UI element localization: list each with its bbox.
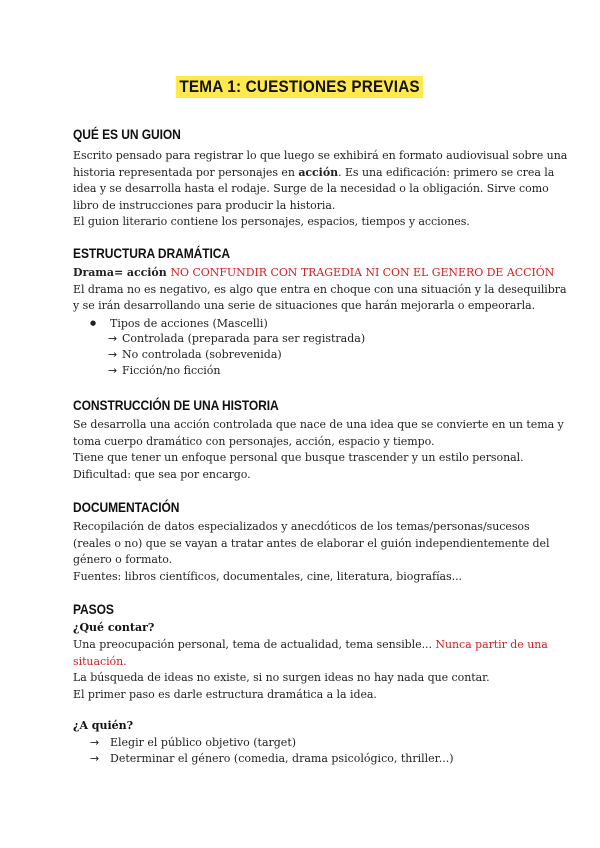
list-item-text: No controlada (sobrevenida) xyxy=(122,348,282,361)
paragraph-estructura-dramatica xyxy=(73,265,567,315)
text-line: libro de instrucciones para producir la historia. xyxy=(73,198,336,212)
warning-text: NO CONFUNDIR CON TRAGEDIA NI CON EL GENERO DE ACCIÓN xyxy=(170,266,555,279)
title-wrap xyxy=(0,76,600,98)
list-item-text: Ficción/no ficción xyxy=(122,364,221,377)
list-item xyxy=(108,331,365,348)
subheading-que-contar: ¿Qué contar? xyxy=(73,621,155,634)
arrow-icon: → xyxy=(108,364,118,377)
subheading-a-quien: ¿A quién? xyxy=(73,719,134,732)
heading-construccion-historia: CONSTRUCCIÓN DE UNA HISTORIA xyxy=(73,397,279,413)
text-line: Recopilación de datos especializados y anecdóticos de los temas/personas/sucesos xyxy=(73,520,530,533)
list-item-tipos-acciones xyxy=(90,315,268,333)
text-line: Fuentes: libros científicos, documentales, cine, literatura, biografías... xyxy=(73,569,462,583)
heading-que-es-un-guion: QUÉ ES UN GUION xyxy=(73,126,181,142)
text-line xyxy=(73,637,548,654)
text-span: . Es una edificación: primero se crea la xyxy=(338,165,555,179)
text-line: género o formato. xyxy=(73,553,173,566)
text-line: El guion literario contiene los personajes, espacios, tiempos y acciones. xyxy=(73,215,470,228)
text-line: Escrito pensado para registrar lo que luego se exhibirá en formato audiovisual sobre una xyxy=(73,149,568,162)
text-line: Se desarrolla una acción controlada que nace de una idea que se convierte en un tema y xyxy=(73,418,564,431)
page-title: TEMA 1: CUESTIONES PREVIAS xyxy=(176,76,424,98)
list-item xyxy=(90,735,296,752)
text-line: y se irán desarrollando una serie de situaciones que harán mejorarla o empeorarla. xyxy=(73,299,536,312)
text-span: historia representada por personajes en xyxy=(73,165,299,179)
arrow-icon: → xyxy=(90,736,100,749)
text-line: toma cuerpo dramático con personajes, acción, espacio y tiempo. xyxy=(73,434,435,448)
heading-estructura-dramatica: ESTRUCTURA DRAMÁTICA xyxy=(73,245,231,261)
list-item-text: Elegir el público objetivo (target) xyxy=(110,736,297,749)
list-item xyxy=(90,751,454,768)
paragraph-documentacion xyxy=(73,519,550,585)
list-item xyxy=(108,347,282,364)
paragraph-que-es-un-guion xyxy=(73,148,568,231)
warning-text: Nunca partir de una xyxy=(435,638,548,651)
heading-pasos: PASOS xyxy=(73,601,114,617)
list-item-text: Determinar el género (comedia, drama psicológico, thriller...) xyxy=(110,752,454,765)
bullet-icon: ● xyxy=(90,319,97,327)
text-line: idea y se desarrolla hasta el rodaje. Surge de la necesidad o la obligación. Sirve como xyxy=(73,182,549,195)
list-item-text: Tipos de acciones (Mascelli) xyxy=(110,317,268,330)
list-item-text: Controlada (preparada para ser registrada) xyxy=(122,332,366,345)
warning-line: situación. xyxy=(73,654,127,668)
text-line: El drama no es negativo, es algo que entra en choque con una situación y la desequilibra xyxy=(73,282,567,296)
text-line: Dificultad: que sea por encargo. xyxy=(73,467,251,481)
text-line: (reales o no) que se vayan a tratar antes de elaborar el guión independientemente del xyxy=(73,536,550,550)
arrow-icon: → xyxy=(108,348,118,361)
bold-span: Drama= acción xyxy=(73,266,171,279)
arrow-icon: → xyxy=(90,752,100,765)
text-span: Una preocupación personal, tema de actualidad, tema sensible... xyxy=(73,638,436,651)
bold-span: acción xyxy=(298,165,339,179)
text-line xyxy=(73,165,555,182)
paragraph-que-contar xyxy=(73,637,548,703)
text-line: Tiene que tener un enfoque personal que busque trascender y un estilo personal. xyxy=(73,451,524,464)
definition-line xyxy=(73,265,555,282)
arrow-icon: → xyxy=(108,332,118,345)
text-line: El primer paso es darle estructura dramática a la idea. xyxy=(73,687,377,701)
heading-documentacion: DOCUMENTACIÓN xyxy=(73,499,180,515)
text-line: La búsqueda de ideas no existe, si no surgen ideas no hay nada que contar. xyxy=(73,671,490,684)
paragraph-construccion-historia xyxy=(73,417,564,483)
list-item xyxy=(108,363,221,380)
